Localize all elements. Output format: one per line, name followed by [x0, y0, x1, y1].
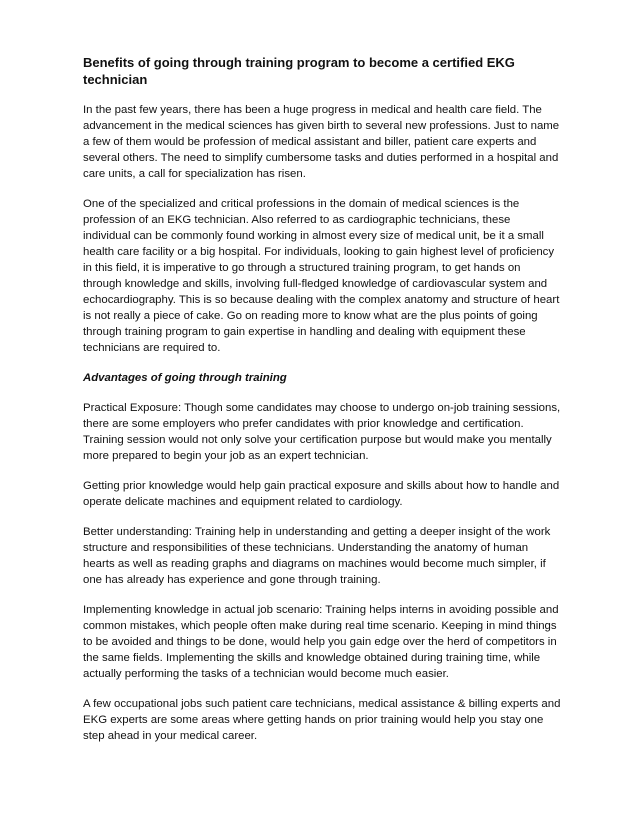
section-subheading: Advantages of going through training — [83, 372, 287, 384]
body-paragraph-practical-exposure: Practical Exposure: Though some candidates may choose to undergo on-job training sessions, there are some employers who prefer candidates with prior knowledge and certification. Training session would not only solve your certification purpose but would make you mentally more prepared to begin your job as an expert technician. — [83, 402, 561, 462]
body-paragraph-implementing-knowledge: Implementing knowledge in actual job scenario: Training helps interns in avoiding possible and common mistakes, which people often make during real time scenario. Keeping in mind things to be avoided and things to be done, would help you gain edge over the herd of competitors in the same fields. Implementing the skills and knowledge obtained during training time, while actually performing the tasks of a technician would become much easier. — [83, 604, 559, 680]
body-paragraph-better-understanding: Better understanding: Training help in understanding and getting a deeper insight of the work structure and responsibilities of these technicians. Understanding the anatomy of human hearts as well as reading graphs and diagrams on machines would become much simpler, if one has already has experience and gone through training. — [83, 526, 551, 586]
intro-paragraph-1: In the past few years, there has been a huge progress in medical and health care field. The advancement in the medical sciences has given birth to several new professions. Just to name a few of them would be profession of medical assistant and biller, patient care experts and several others. The need to simplify cumbersome tasks and duties performed in a hospital and care units, a call for specialization has risen. — [83, 104, 560, 180]
document-title: Benefits of going through training program to become a certified EKG technician — [83, 55, 515, 87]
intro-paragraph-2: One of the specialized and critical professions in the domain of medical sciences is the profession of an EKG technician. Also referred to as cardiographic technicians, these individual can be commonly found working in almost every size of medical unit, be it a small health care facility or a big hospital. For individuals, looking to gain highest level of proficiency in this field, it is imperative to go through a structured training program, to get hands on through knowledge and skills, involving full-fledged knowledge of cardiovascular system and echocardiography. This is so because dealing with the complex anatomy and structure of heart is not really a piece of cake. Go on reading more to know what are the plus points of going through training program to gain expertise in handling and dealing with equipment these technicians are required to. — [83, 198, 560, 354]
document-page — [83, 54, 561, 758]
body-paragraph-occupational-jobs: A few occupational jobs such patient care technicians, medical assistance & billing experts and EKG experts are some areas where getting hands on prior training would help you stay one step ahead in your medical career. — [83, 698, 561, 742]
body-paragraph-prior-knowledge: Getting prior knowledge would help gain practical exposure and skills about how to handle and operate delicate machines and equipment related to cardiology. — [83, 480, 560, 508]
